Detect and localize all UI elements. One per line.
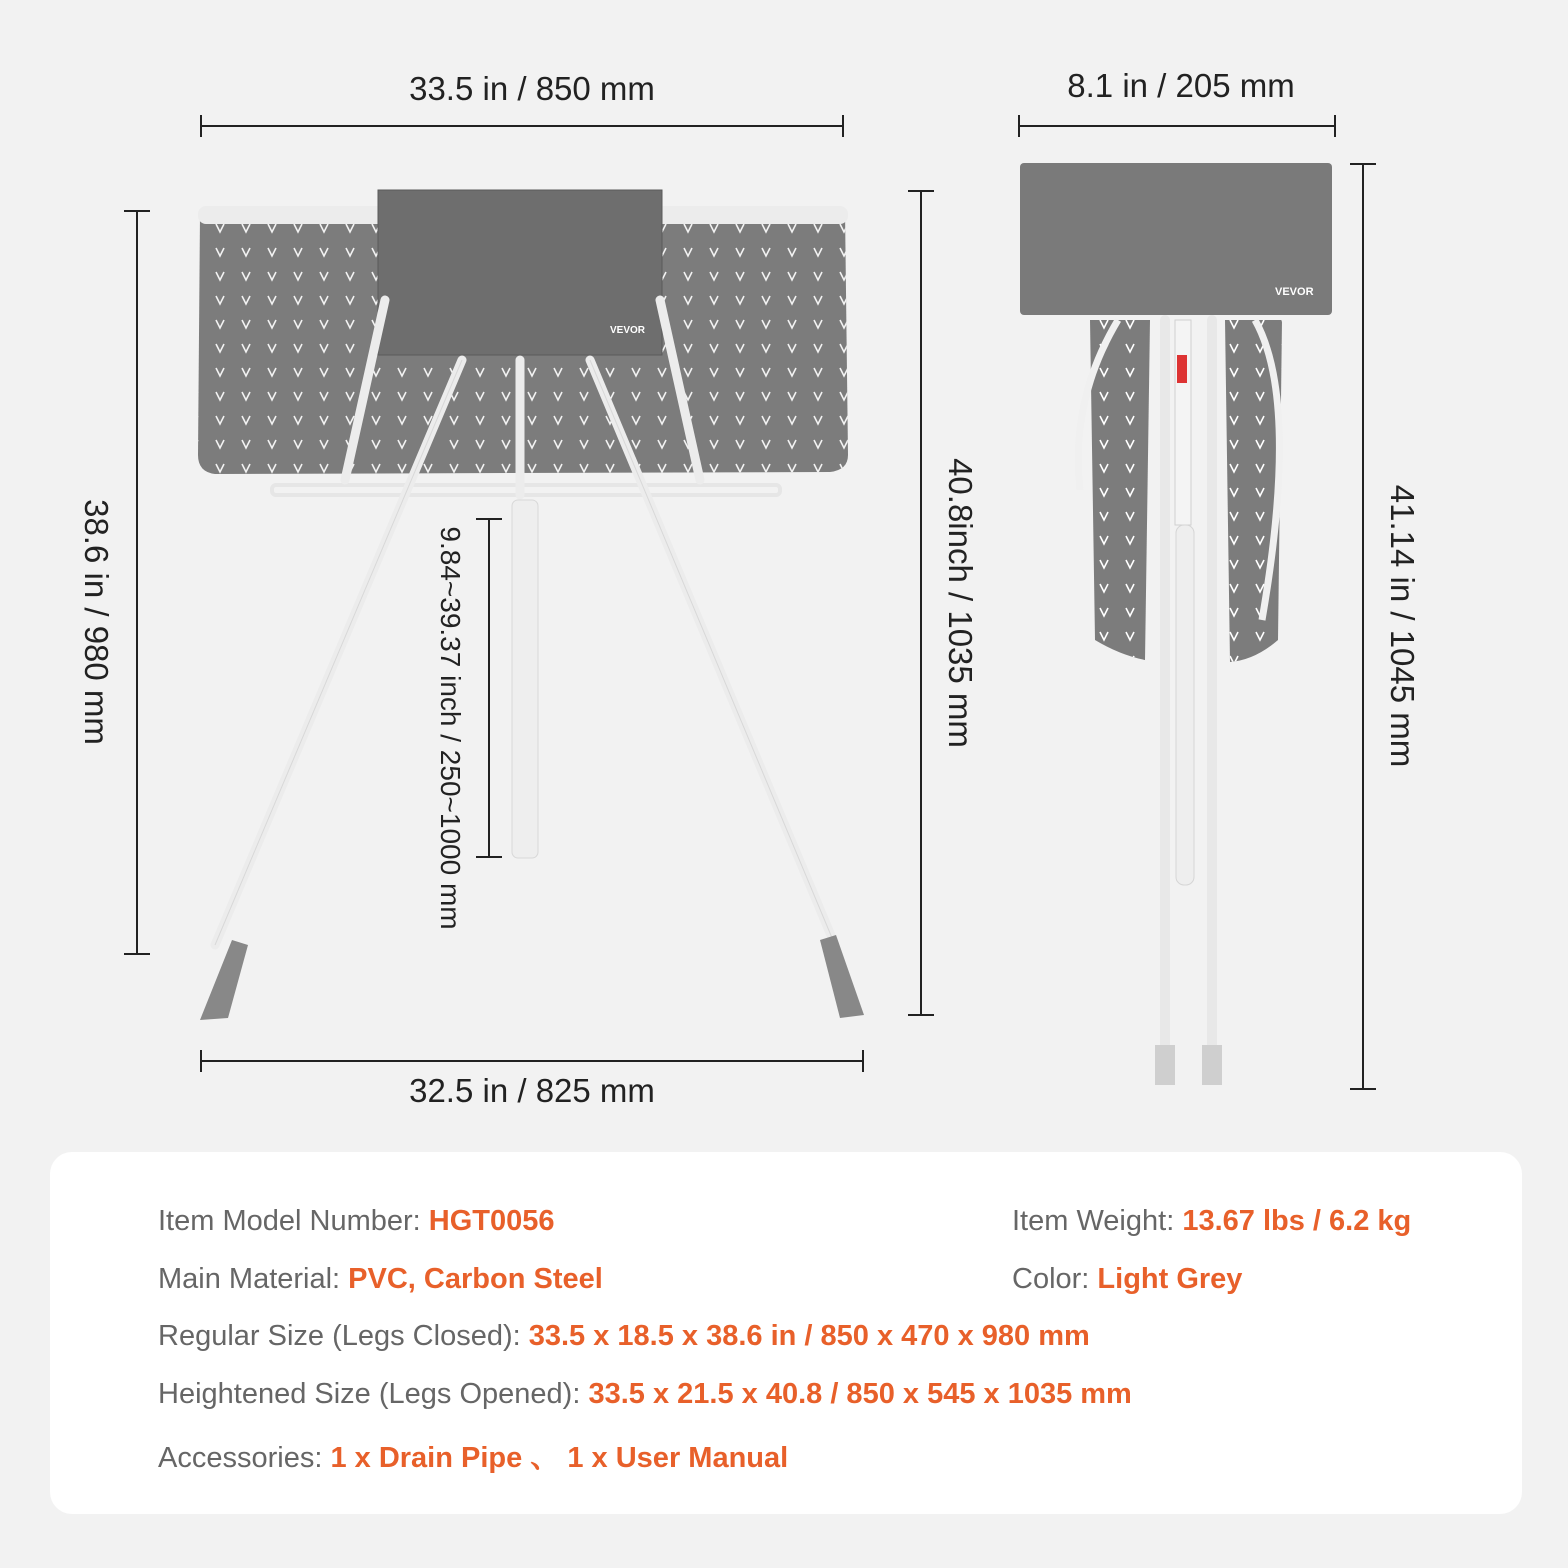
spec-material: Main Material: PVC, Carbon Steel <box>158 1263 603 1295</box>
spec-weight-value: 13.67 lbs / 6.2 kg <box>1182 1205 1412 1237</box>
spec-color: Color: Light Grey <box>1012 1263 1243 1295</box>
pocket-brand-text: VEVOR <box>610 325 646 336</box>
spec-material-value: PVC, Carbon Steel <box>348 1263 603 1295</box>
spec-regular-size-value: 33.5 x 18.5 x 38.6 in / 850 x 470 x 980 mm <box>528 1320 1090 1352</box>
top-width-label: 33.5 in / 850 mm <box>409 70 655 107</box>
bottom-width-label: 32.5 in / 825 mm <box>409 1072 655 1109</box>
spec-accessories: Accessories: 1 x Drain Pipe 、 1 x User Manual <box>158 1442 789 1474</box>
spec-model-value: HGT0056 <box>428 1205 555 1237</box>
spec-color-value: Light Grey <box>1097 1263 1243 1295</box>
left-height-label: 38.6 in / 980 mm <box>78 499 115 745</box>
spec-card <box>50 1152 1522 1514</box>
spec-heightened-size-value: 33.5 x 21.5 x 40.8 / 850 x 545 x 1035 mm <box>588 1378 1132 1410</box>
spec-model: Item Model Number: HGT0056 <box>158 1205 555 1237</box>
spec-accessories-value: 1 x Drain Pipe 、 1 x User Manual <box>330 1442 789 1474</box>
total-height-label: 40.8inch / 1035 mm <box>942 458 979 748</box>
spec-heightened-size: Heightened Size (Legs Opened): 33.5 x 21.5 x 40.8 / 850 x 545 x 1035 mm <box>158 1378 1132 1410</box>
spec-weight: Item Weight: 13.67 lbs / 6.2 kg <box>1012 1205 1412 1237</box>
spec-regular-size: Regular Size (Legs Closed): 33.5 x 18.5 x 38.6 in / 850 x 470 x 980 mm <box>158 1320 1090 1352</box>
tub-folded-image <box>1020 163 1332 1085</box>
folded-height-label: 41.14 in / 1045 mm <box>1384 484 1421 768</box>
folded-width-label: 8.1 in / 205 mm <box>1067 67 1295 104</box>
folded-brand-text: VEVOR <box>1275 286 1314 298</box>
pipe-length-label: 9.84~39.37 inch / 250~1000 mm <box>435 526 466 930</box>
